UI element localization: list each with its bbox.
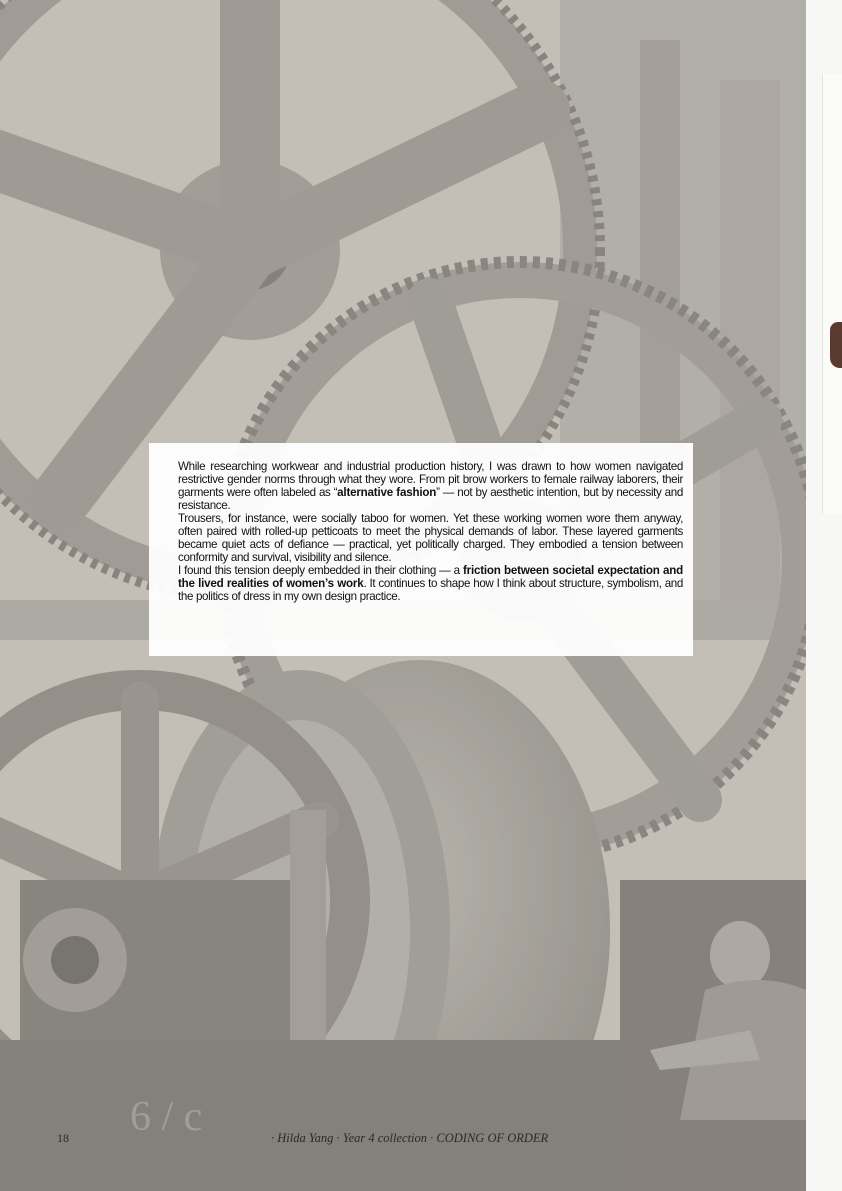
footer-credit: · Hilda Yang · Year 4 collection · CODING OF ORDER — [271, 1131, 549, 1145]
text-run: Trousers, for instance, were socially taboo for women. Yet these working women wore them anyway, often paired with rolled-up petticoats to meet the physical demands of labor. These layered garments became quiet acts of defiance — practical, yet politically charged. They embodied a tension between conformity and survival, visibility and silence. — [178, 512, 683, 565]
paragraph-trousers — [178, 512, 683, 564]
paragraph-workwear-history — [178, 460, 683, 512]
adjacent-page-image — [830, 322, 842, 368]
adjacent-page-edge — [806, 0, 842, 1191]
body-text-box — [149, 443, 693, 656]
text-run: ” — not by aesthetic intention, but by necessity and resistance. — [178, 486, 683, 513]
page-number: 18 — [57, 1131, 69, 1145]
emphasis-friction: friction between societal expectation and the lived realities of women’s work — [178, 564, 683, 591]
adjacent-page-card — [822, 74, 842, 514]
text-run: While researching workwear and industrial production history, I was drawn to how women navigated restrictive gender norms through what they wore. From pit brow workers to female railway laborers, their garments were often labeled as “ — [178, 460, 683, 500]
text-run: I found this tension deeply embedded in their clothing — a — [178, 564, 463, 578]
emphasis-alternative-fashion: alternative fashion — [337, 486, 437, 500]
paragraph-tension — [178, 564, 683, 603]
svg-text:6 / c: 6 / c — [130, 1094, 203, 1140]
text-run: . It continues to shape how I think about structure, symbolism, and the politics of dress in my own design practice. — [178, 577, 683, 604]
